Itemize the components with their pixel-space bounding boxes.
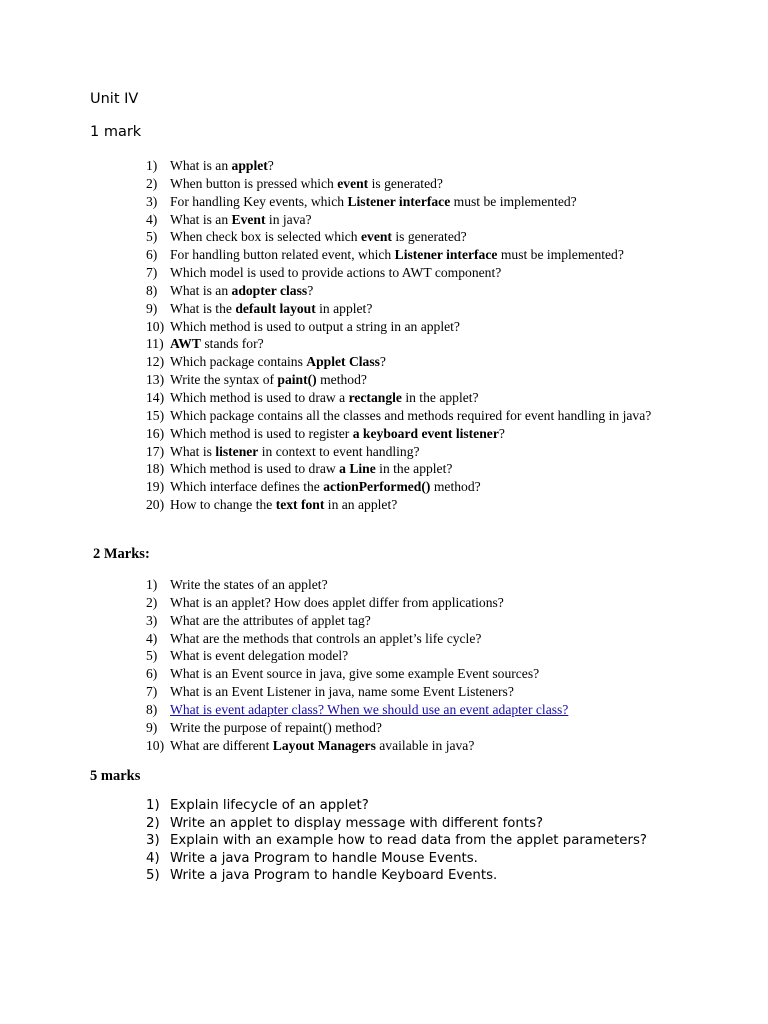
question-text: For handling button related event, which <box>170 247 395 263</box>
question-item <box>146 701 706 719</box>
question-item <box>146 175 706 193</box>
question-text: Write a java Program to handle Mouse Events. <box>170 850 478 866</box>
question-number: 3) <box>146 612 158 628</box>
question-text: ? <box>267 158 274 173</box>
question-item <box>146 612 706 630</box>
question-text: For handling Key events, which <box>170 193 348 209</box>
question-number: 12) <box>146 354 165 370</box>
question-text: Which method is used to draw a <box>170 389 349 405</box>
question-text: How to change the <box>170 497 276 513</box>
question-text: Explain lifecycle of an applet? <box>170 798 369 813</box>
section-2-title: 2 Marks: <box>93 546 150 562</box>
question-number: 10) <box>146 737 165 753</box>
question-keyword: rectangle <box>348 389 402 405</box>
question-number: 18) <box>146 461 165 477</box>
unit-title: Unit IV <box>90 91 139 107</box>
question-item <box>146 815 706 833</box>
question-item <box>146 719 706 737</box>
question-keyword: Listener interface <box>394 247 498 263</box>
question-keyword: default layout <box>235 300 316 316</box>
question-text: Write an applet to display message with different fonts? <box>170 815 544 831</box>
question-keyword: event <box>337 175 369 191</box>
question-number: 4) <box>146 630 158 646</box>
question-keyword: a Line <box>339 461 376 477</box>
question-item <box>146 282 706 300</box>
question-text: When button is pressed which <box>170 175 338 191</box>
question-number: 3) <box>146 193 158 209</box>
question-keyword: Event <box>231 211 266 227</box>
question-keyword: actionPerformed() <box>323 479 431 495</box>
question-keyword: Layout Managers <box>272 737 376 753</box>
question-number: 16) <box>146 425 165 441</box>
question-text: ? <box>498 425 505 441</box>
section-1-title: 1 mark <box>90 124 142 140</box>
question-text: Which package contains all the classes and methods required for event handling in java? <box>170 407 652 423</box>
question-text: What is event delegation model? <box>170 648 349 664</box>
question-item <box>146 460 706 478</box>
question-keyword: applet <box>231 158 268 173</box>
question-text: in the applet? <box>401 389 479 405</box>
question-text: method? <box>430 479 481 495</box>
question-number: 4) <box>146 211 158 227</box>
question-text: Which model is used to provide actions to AWT component? <box>170 265 502 281</box>
question-text: What is an Event Listener in java, name some Event Listeners? <box>170 684 514 700</box>
question-item <box>146 193 706 211</box>
section-2-question-list <box>146 576 706 754</box>
question-number: 9) <box>146 719 158 735</box>
question-text: in java? <box>265 211 312 227</box>
question-item <box>146 850 706 868</box>
question-keyword: a keyboard event listener <box>352 425 499 441</box>
question-item <box>146 665 706 683</box>
question-number: 5) <box>146 229 158 245</box>
question-number: 8) <box>146 701 158 717</box>
question-item <box>146 443 706 461</box>
question-text: Which package contains <box>170 354 307 370</box>
question-number: 7) <box>146 265 158 281</box>
question-item <box>146 478 706 496</box>
question-text: is generated? <box>391 229 467 245</box>
question-text: must be implemented? <box>450 193 577 209</box>
question-number: 3) <box>146 833 160 849</box>
question-keyword: event <box>361 229 392 245</box>
question-number: 7) <box>146 684 158 700</box>
question-text: ? <box>379 354 386 370</box>
question-item <box>146 318 706 336</box>
question-text: in the applet? <box>375 461 453 477</box>
question-item <box>146 867 706 885</box>
question-text: Write the states of an applet? <box>170 577 328 592</box>
question-keyword: adopter class <box>231 282 308 298</box>
question-item <box>146 832 706 850</box>
question-text: available in java? <box>375 737 475 753</box>
question-text: Which method is used to draw <box>170 461 340 477</box>
question-number: 6) <box>146 247 158 263</box>
question-text: Write the purpose of repaint() method? <box>170 719 382 735</box>
question-item <box>146 425 706 443</box>
question-text: Write a java Program to handle Keyboard Events. <box>170 868 498 884</box>
question-text: What is an <box>170 282 232 298</box>
question-text: What is an applet? How does applet differ from applications? <box>170 594 504 610</box>
question-text: ? <box>307 282 314 298</box>
question-number: 15) <box>146 407 165 423</box>
question-number: 13) <box>146 372 165 388</box>
question-item <box>146 157 706 175</box>
question-item <box>146 737 706 755</box>
question-text: What are different <box>170 737 273 753</box>
question-number: 19) <box>146 479 165 495</box>
question-number: 1) <box>146 577 158 592</box>
question-keyword: Listener interface <box>347 193 451 209</box>
question-number: 4) <box>146 850 160 866</box>
question-number: 14) <box>146 389 165 405</box>
question-text: What are the attributes of applet tag? <box>170 612 371 628</box>
question-keyword: paint() <box>277 372 317 388</box>
question-item <box>146 211 706 229</box>
question-keyword: listener <box>215 443 259 459</box>
question-item <box>146 246 706 264</box>
question-text: When check box is selected which <box>170 229 361 245</box>
question-number: 2) <box>146 175 158 191</box>
question-text: is generated? <box>368 175 443 191</box>
question-item <box>146 683 706 701</box>
question-keyword: AWT <box>170 336 201 352</box>
question-text: in applet? <box>315 300 373 316</box>
question-text: What is the <box>170 300 236 316</box>
question-text: What is <box>170 443 216 459</box>
question-text: Write the syntax of <box>170 372 278 388</box>
question-text: What is an Event source in java, give some example Event sources? <box>170 666 540 682</box>
question-number: 6) <box>146 666 158 682</box>
question-item <box>146 630 706 648</box>
question-text: Which method is used to register <box>170 425 353 441</box>
question-number: 11) <box>146 336 164 352</box>
question-text: stands for? <box>200 336 264 352</box>
question-item <box>146 407 706 425</box>
question-text: Which interface defines the <box>170 479 324 495</box>
question-number: 8) <box>146 282 158 298</box>
section-3-title: 5 marks <box>90 768 141 784</box>
question-number: 9) <box>146 300 158 316</box>
question-text: Explain with an example how to read data from the applet parameters? <box>170 833 647 849</box>
question-text: What is an <box>170 211 232 227</box>
question-number: 5) <box>146 648 158 664</box>
question-number: 5) <box>146 868 160 884</box>
question-text: Which method is used to output a string in an applet? <box>170 318 460 334</box>
question-item <box>146 647 706 665</box>
question-number: 10) <box>146 318 165 334</box>
question-number: 1) <box>146 158 158 173</box>
question-item <box>146 797 706 815</box>
question-number: 20) <box>146 497 165 513</box>
question-item <box>146 576 706 594</box>
question-item <box>146 353 706 371</box>
question-item <box>146 264 706 282</box>
question-item <box>146 300 706 318</box>
question-item <box>146 389 706 407</box>
question-link[interactable]: What is event adapter class? When we should use an event adapter class? <box>170 701 569 717</box>
question-keyword: text font <box>275 497 325 513</box>
question-item <box>146 228 706 246</box>
question-number: 1) <box>146 798 160 813</box>
question-item <box>146 496 706 514</box>
question-text: in context to event handling? <box>258 443 420 459</box>
question-number: 17) <box>146 443 165 459</box>
question-text: method? <box>316 372 367 388</box>
question-number: 2) <box>146 594 158 610</box>
question-keyword: Applet Class <box>306 354 380 370</box>
question-item <box>146 371 706 389</box>
question-text: must be implemented? <box>497 247 624 263</box>
question-text: What is an <box>170 158 232 173</box>
question-item <box>146 335 706 353</box>
question-text: What are the methods that controls an applet’s life cycle? <box>170 630 482 646</box>
question-number: 2) <box>146 815 160 831</box>
section-1-question-list <box>146 157 706 514</box>
question-text: in an applet? <box>324 497 398 513</box>
section-3-question-list <box>146 797 706 885</box>
question-item <box>146 594 706 612</box>
